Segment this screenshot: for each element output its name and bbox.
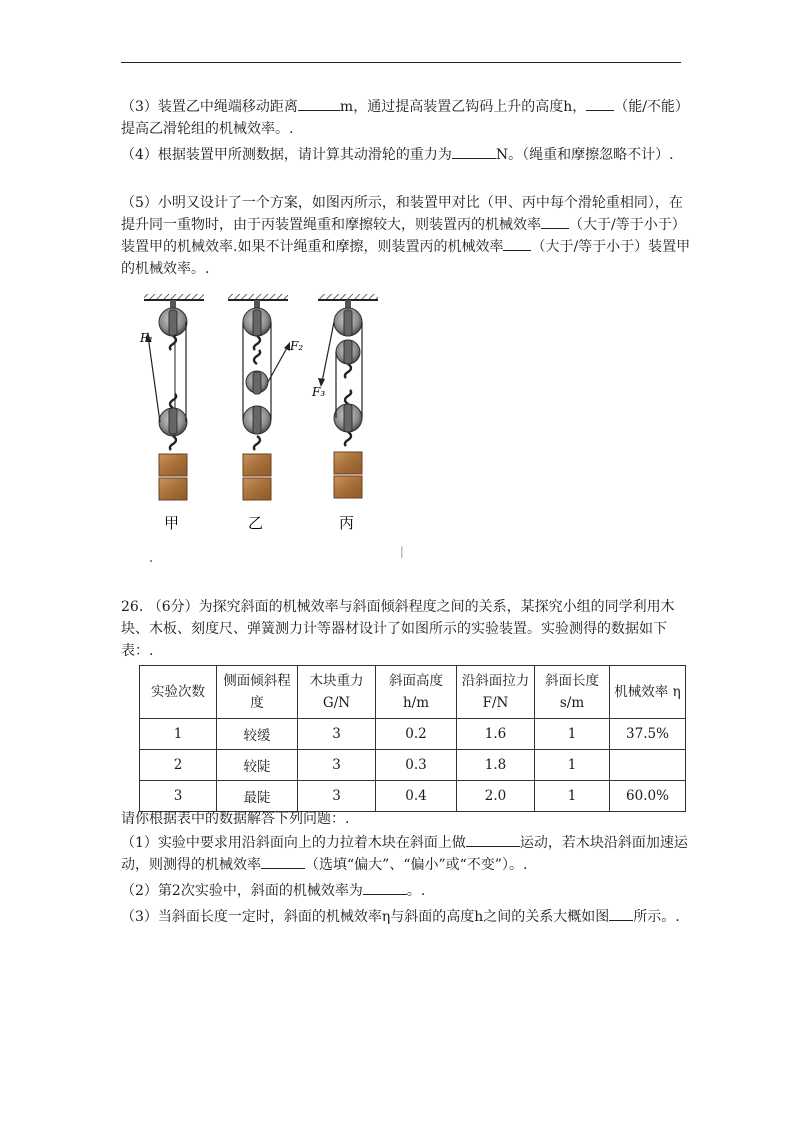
table-cell: 60.0% xyxy=(610,781,686,812)
table-header: 侧面倾斜程度 xyxy=(217,666,298,719)
table-cell: 0.2 xyxy=(376,719,457,750)
q26-sub3-text-b: 所示。. xyxy=(633,909,680,925)
table-cell: 1.6 xyxy=(457,719,535,750)
answer-blank[interactable] xyxy=(541,214,569,229)
q25-part4-text-b: N。（绳重和摩擦忽略不计）. xyxy=(495,147,674,163)
table-row xyxy=(140,719,686,750)
table-cell: 1 xyxy=(535,719,610,750)
table-cell: 3 xyxy=(298,781,376,812)
header-rule xyxy=(121,62,681,63)
table-cell: 3 xyxy=(298,719,376,750)
q26-sub3-text-a: （3）当斜面长度一定时，斜面的机械效率η与斜面的高度h之间的关系大概如图 xyxy=(121,909,610,925)
answer-blank[interactable] xyxy=(466,832,520,847)
force-label-f2: F₂ xyxy=(290,339,304,353)
answer-blank[interactable] xyxy=(261,854,305,869)
table-header-row xyxy=(140,666,686,719)
table-cell-answer[interactable] xyxy=(610,750,686,781)
table-row xyxy=(140,781,686,812)
table-cell: 1.8 xyxy=(457,750,535,781)
q26-sub3 xyxy=(121,906,693,928)
table-cell: 3 xyxy=(140,781,217,812)
table-cell: 1 xyxy=(535,750,610,781)
q26-sub1-text-c: （选填“偏大”、“偏小”或“不变”）。. xyxy=(305,857,528,873)
q26-after-table: 请你根据表中的数据解答下列问题：. xyxy=(121,811,350,827)
q25-part5 xyxy=(121,192,693,280)
q25-part3-text-c: （能/不能）提高乙滑轮组的机械效率。. xyxy=(121,99,689,137)
pulley-figure xyxy=(130,290,410,540)
table-header: 机械效率 η xyxy=(610,666,686,719)
q25-part3-text-b: m，通过提高装置乙钩码上升的高度h， xyxy=(339,99,587,115)
q25-part5-text-c: （大于/等于小于）装置甲的机械效率。. xyxy=(121,239,691,277)
table-cell: 0.4 xyxy=(376,781,457,812)
setup-label-yi: 乙 xyxy=(248,514,264,532)
scan-dot xyxy=(150,560,152,562)
q26-sub2-text-a: （2）第2次实验中，斜面的机械效率为 xyxy=(121,883,363,899)
answer-blank[interactable] xyxy=(363,880,407,895)
force-label-f3: F₃ xyxy=(312,385,326,399)
table-row xyxy=(140,750,686,781)
table-cell: 0.3 xyxy=(376,750,457,781)
setup-label-jia: 甲 xyxy=(164,514,180,532)
table-cell: 2 xyxy=(140,750,217,781)
q26-sub1-text-a: （1）实验中要求用沿斜面向上的力拉着木块在斜面上做 xyxy=(121,835,466,851)
q26-sub2 xyxy=(121,880,693,902)
table-cell: 37.5% xyxy=(610,719,686,750)
answer-blank[interactable] xyxy=(298,96,340,111)
q25-part3 xyxy=(121,96,693,140)
pulley-setup-yi xyxy=(228,294,303,532)
table-header: 斜面高度h/m xyxy=(376,666,457,719)
text-cursor-mark: | xyxy=(400,545,404,558)
q26-sub1 xyxy=(121,832,693,876)
table-header: 实验次数 xyxy=(140,666,217,719)
q26-intro: 26. （6分）为探究斜面的机械效率与斜面倾斜程度之间的关系，某探究小组的同学利用木块、木板、刻度尺、弹簧测力计等器材设计了如图所示的实验装置。实验测得的数据如下表：. xyxy=(121,599,675,659)
table-cell: 较缓 xyxy=(217,719,298,750)
table-cell: 1 xyxy=(535,781,610,812)
answer-blank[interactable] xyxy=(609,906,633,921)
q25-part3-text-a: （3）装置乙中绳端移动距离 xyxy=(121,99,298,115)
answer-blank[interactable] xyxy=(503,236,531,251)
answer-blank[interactable] xyxy=(586,96,614,111)
experiment-table xyxy=(139,665,686,812)
q25-part4-text-a: （4）根据装置甲所测数据，请计算其动滑轮的重力为 xyxy=(121,147,452,163)
q26-sub2-text-b: 。. xyxy=(406,883,426,899)
q25-part5-text-a: （5）小明又设计了一个方案，如图丙所示，和装置甲对比（甲、丙中每个滑轮重相同），在提升同一重物时，由于丙装置绳重和摩擦较大，则装置丙的机械效率 xyxy=(121,195,683,233)
table-cell: 3 xyxy=(298,750,376,781)
table-cell: 1 xyxy=(140,719,217,750)
table-header: 斜面长度s/m xyxy=(535,666,610,719)
setup-label-bing: 丙 xyxy=(339,514,355,532)
q25-part4 xyxy=(121,144,693,166)
answer-blank[interactable] xyxy=(452,144,496,159)
table-cell: 较陡 xyxy=(217,750,298,781)
table-cell: 最陡 xyxy=(217,781,298,812)
force-label-f1: F₁ xyxy=(140,331,154,345)
pulley-diagram xyxy=(130,290,410,540)
pulley-setup-jia xyxy=(139,294,204,532)
table-cell: 2.0 xyxy=(457,781,535,812)
q26-sub1-text-b: 运动，若木块沿斜面加速运动，则测得的机械效率 xyxy=(121,835,688,873)
pulley-setup-bing xyxy=(311,294,378,532)
table-header: 沿斜面拉力F/N xyxy=(457,666,535,719)
table-header: 木块重力G/N xyxy=(298,666,376,719)
q25-part5-text-b: （大于/等于小于）装置甲的机械效率.如果不计绳重和摩擦，则装置丙的机械效率 xyxy=(121,217,686,255)
